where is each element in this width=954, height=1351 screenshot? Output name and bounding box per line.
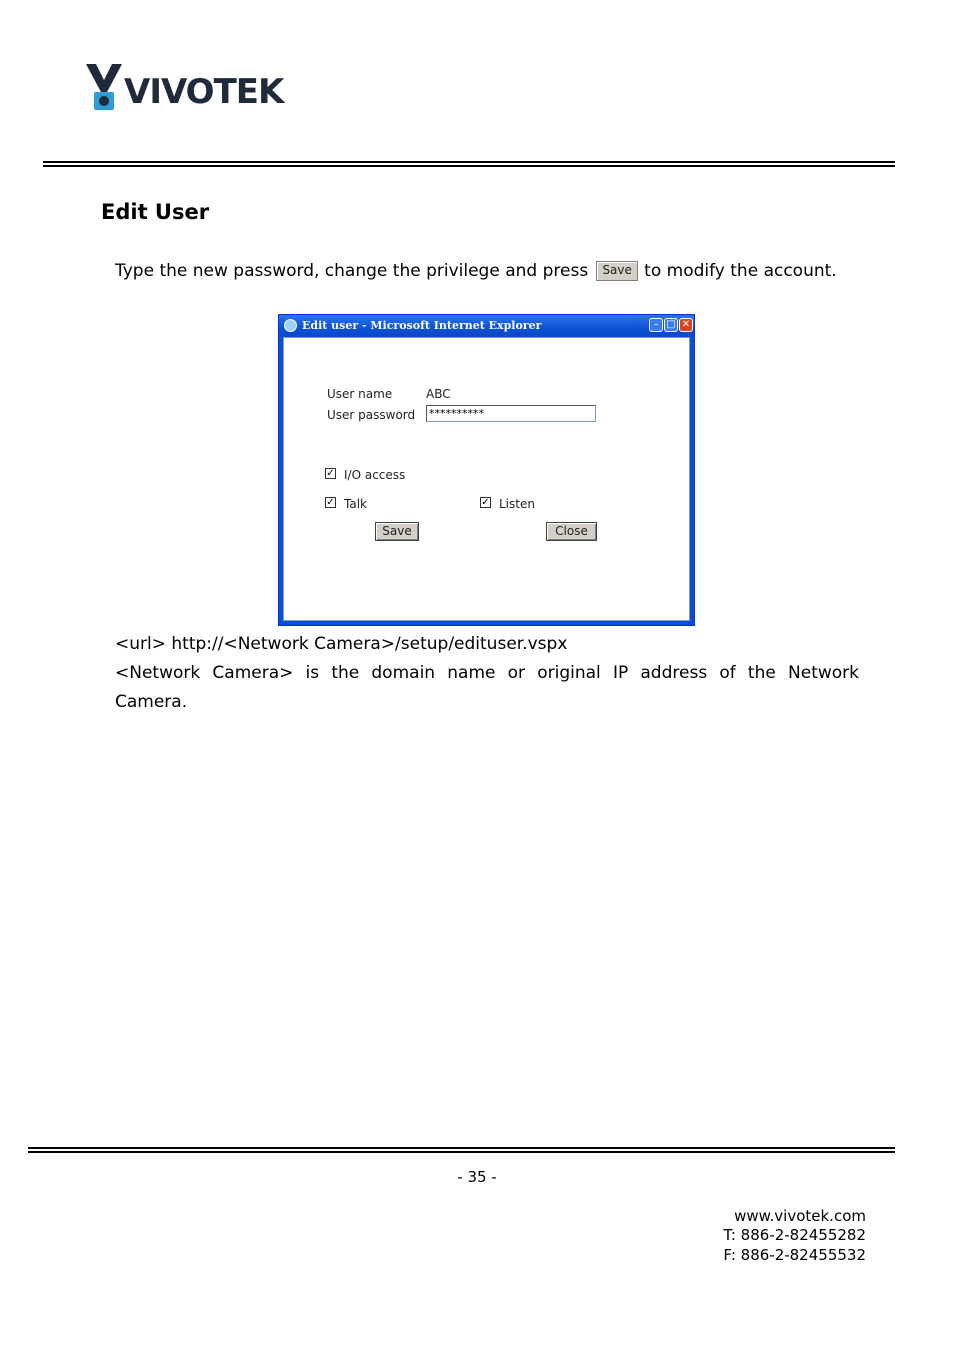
minimize-icon[interactable]: – [649,318,663,332]
footer-divider-bottom [28,1151,895,1153]
website-text: www.vivotek.com [734,1207,866,1225]
io-access-checkbox[interactable]: ✓ [326,468,335,479]
save-button[interactable]: Save [375,522,419,541]
window-client-area [283,337,690,621]
section-title: Edit User [101,200,210,224]
page-number: - 35 - [457,1168,497,1186]
listen-label: Listen [499,497,535,511]
header-divider-top [43,161,895,163]
close-icon[interactable]: ✕ [679,318,693,332]
window-title: Edit user - Microsoft Internet Explorer [302,319,542,332]
inline-save-button-image: Save [596,261,638,281]
footer-divider-top [28,1147,895,1149]
window-titlebar [279,315,694,337]
listen-checkbox[interactable]: ✓ [481,497,490,508]
url-line: <url> http://<Network Camera>/setup/edituser.vspx [115,634,568,654]
intro-before: Type the new password, change the privilege and press [115,261,589,281]
logo-wordmark: VIVOTEK [124,72,284,112]
camera-mark-icon [84,62,124,114]
close-button[interactable]: Close [546,522,597,541]
description-line-1: <Network Camera> is the domain name or original IP address of the Network [115,663,859,683]
header-divider-bottom [43,165,895,167]
intro-after: to modify the account. [644,261,837,281]
user-name-label: User name [327,387,393,401]
talk-checkbox[interactable]: ✓ [326,497,335,508]
phone-text: T: 886-2-82455282 [723,1226,866,1244]
talk-label: Talk [344,497,367,511]
user-name-value: ABC [426,387,451,401]
io-access-label: I/O access [344,468,406,482]
fax-text: F: 886-2-82455532 [723,1246,866,1264]
edit-user-window [278,314,695,626]
maximize-icon[interactable]: □ [664,318,678,332]
user-password-input[interactable]: ********** [426,405,596,422]
description-line-2: Camera. [115,692,188,712]
user-password-label: User password [327,408,416,422]
intro-text [115,259,837,283]
ie-icon [284,319,297,332]
